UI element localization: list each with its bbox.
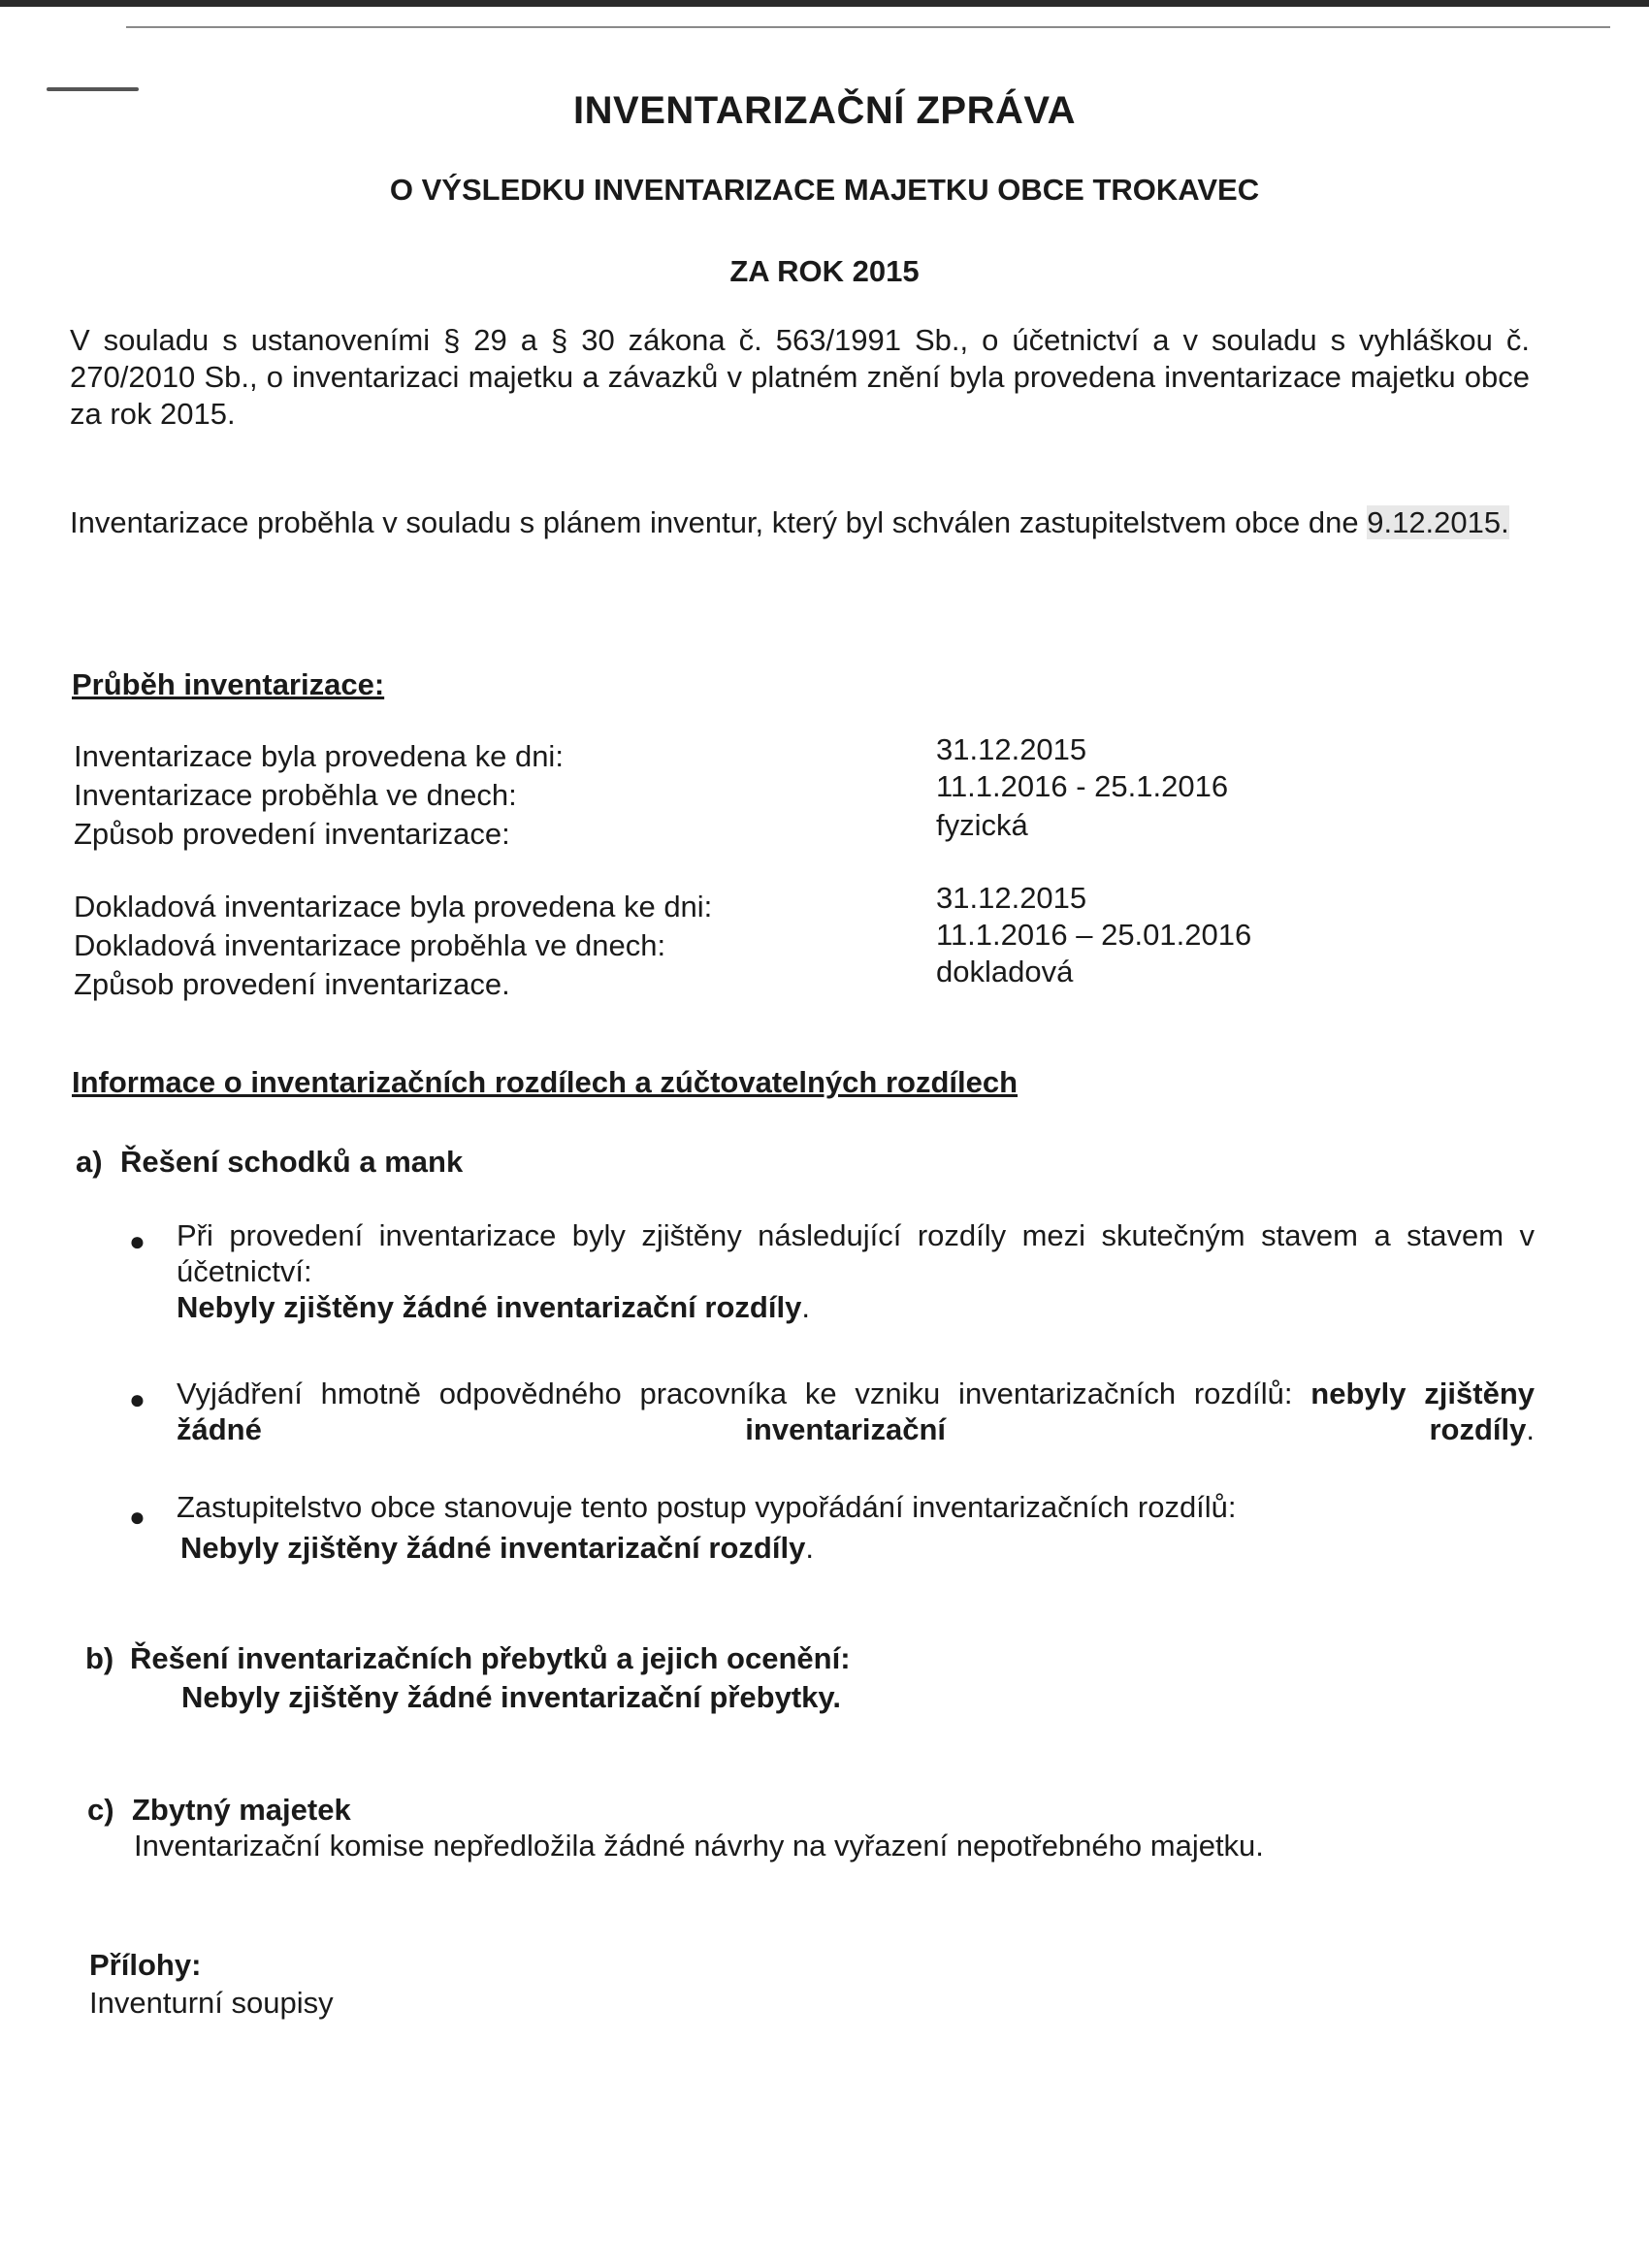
section-a-letter: a) [76,1145,103,1179]
bullet-2-bold: nebyly zjištěny žádné inventarizační rozdíly [177,1377,1535,1446]
progress-heading: Průběh inventarizace: [72,667,385,701]
section-a-bullet-1 [177,1217,1535,1289]
section-b-title: Řešení inventarizačních přebytků a jejich ocenění: [130,1641,851,1675]
bullet-icon: ● [129,1384,146,1414]
attachments-body: Inventurní soupisy [89,1986,334,2020]
section-b-letter: b) [85,1641,114,1675]
bullet-icon: ● [129,1226,146,1256]
bullet-2-tail: . [1526,1412,1535,1446]
section-a-title: Řešení schodků a mank [120,1145,464,1179]
section-a-bullet-1-result [177,1290,810,1325]
physical-value-1: 31.12.2015 [936,732,1087,766]
physical-value-3: fyzická [936,808,1028,842]
scan-edge [0,0,1649,7]
differences-heading: Informace o inventarizačních rozdílech a zúčtovatelných rozdílech [72,1065,1018,1099]
bullet-3-bold: Nebyly zjištěny žádné inventarizační rozdíly [180,1531,806,1565]
physical-label-3: Způsob provedení inventarizace: [74,817,510,851]
section-a-bullet-3 [177,1489,1535,1525]
bullet-3-tail: . [805,1531,814,1565]
bullet-1-tail: . [801,1290,810,1324]
document-title: INVENTARIZAČNÍ ZPRÁVA [573,89,1076,132]
attachments-title: Přílohy: [89,1948,202,1982]
physical-label-2: Inventarizace proběhla ve dnech: [74,778,517,812]
section-c-heading [87,1793,351,1828]
documentary-value-2: 11.1.2016 – 25.01.2016 [936,918,1252,952]
section-c-letter: c) [87,1793,114,1827]
plan-paragraph [70,504,1530,541]
bullet-1-bold: Nebyly zjištěny žádné inventarizační rozdíly [177,1290,802,1324]
section-a-bullet-3-result [180,1531,814,1566]
section-c-title: Zbytný majetek [132,1793,351,1827]
section-b-heading [85,1641,851,1676]
section-c-body: Inventarizační komise nepředložila žádné návrhy na vyřazení nepotřebného majetku. [134,1829,1264,1863]
section-a-heading [76,1145,463,1180]
scan-line [126,26,1610,28]
plan-paragraph-text: Inventarizace proběhla v souladu s plánem inventur, který byl schválen zastupitelstvem obce dne [70,505,1359,539]
documentary-label-1: Dokladová inventarizace byla provedena ke dni: [74,890,713,923]
documentary-value-3: dokladová [936,955,1074,988]
section-b-body: Nebyly zjištěny žádné inventarizační přebytky. [181,1680,841,1714]
documentary-value-1: 31.12.2015 [936,881,1087,915]
bullet-2-text: Vyjádření hmotně odpovědného pracovníka ke vzniku inventarizačních rozdílů: [177,1377,1293,1410]
bullet-icon: ● [129,1502,146,1532]
section-a-bullet-2 [177,1376,1535,1447]
physical-label-1: Inventarizace byla provedena ke dni: [74,739,564,773]
bullet-3-text: Zastupitelstvo obce stanovuje tento postup vypořádání inventarizačních rozdílů: [177,1490,1237,1524]
document-year: ZA ROK 2015 [729,254,920,288]
document-subtitle: O VÝSLEDKU INVENTARIZACE MAJETKU OBCE TROKAVEC [389,173,1260,207]
physical-value-2: 11.1.2016 - 25.1.2016 [936,769,1229,803]
bullet-1-text: Při provedení inventarizace byly zjištěny následující rozdíly mezi skutečným stavem a stavem v účetnictví: [177,1218,1535,1288]
documentary-label-3: Způsob provedení inventarizace. [74,967,510,1001]
documentary-label-2: Dokladová inventarizace proběhla ve dnech: [74,928,666,962]
intro-paragraph: V souladu s ustanoveními § 29 a § 30 zákona č. 563/1991 Sb., o účetnictví a v souladu s vyhláškou č. 270/2010 Sb., o inventarizaci majetku a závazků v platném znění byla provedena inventarizace majetku obce za rok 2015. [70,323,1530,431]
plan-paragraph-date: 9.12.2015. [1367,505,1509,539]
